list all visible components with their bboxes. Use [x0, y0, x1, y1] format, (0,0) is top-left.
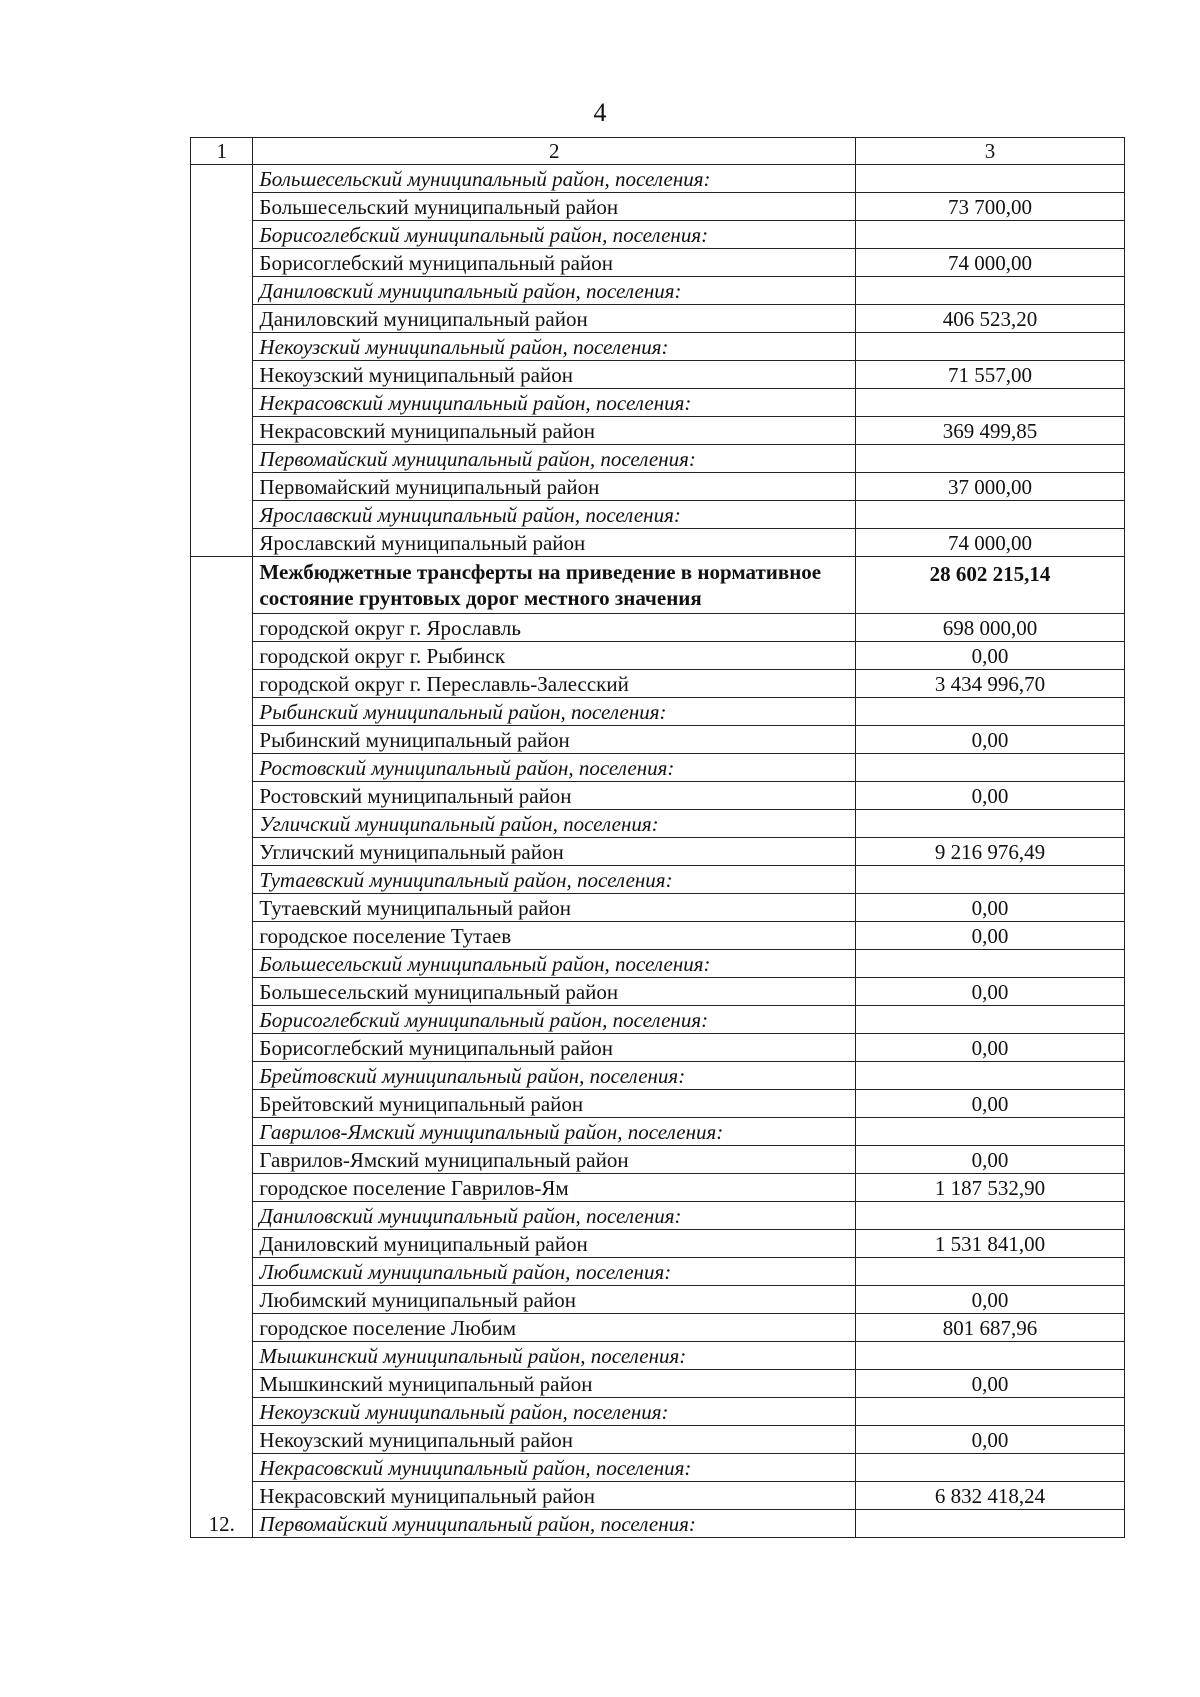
group-label: Ростовский муниципальный район, поселения:	[253, 754, 856, 782]
group-label: Любимский муниципальный район, поселения:	[253, 1258, 856, 1286]
row-label: Угличский муниципальный район	[253, 838, 856, 866]
table-row	[191, 1314, 1125, 1342]
section-12-title-row	[191, 557, 1125, 614]
group-label: Ярославский муниципальный район, поселения:	[253, 501, 856, 529]
table-row	[191, 978, 1125, 1006]
group-header-row	[191, 866, 1125, 894]
row-label: Даниловский муниципальный район	[253, 305, 856, 333]
table-row	[191, 249, 1125, 277]
budget-table-body	[191, 138, 1125, 1538]
row-value: 37 000,00	[855, 473, 1124, 501]
group-header-row	[191, 1398, 1125, 1426]
group-header-row	[191, 445, 1125, 473]
row-value	[855, 1202, 1124, 1230]
row-value: 406 523,20	[855, 305, 1124, 333]
row-label: Ростовский муниципальный район	[253, 782, 856, 810]
row-label: Большесельский муниципальный район	[253, 193, 856, 221]
row-value	[855, 698, 1124, 726]
row-value: 698 000,00	[855, 614, 1124, 642]
row-value: 71 557,00	[855, 361, 1124, 389]
row-label: Первомайский муниципальный район	[253, 473, 856, 501]
row-label: Тутаевский муниципальный район	[253, 894, 856, 922]
group-label: Некоузский муниципальный район, поселения:	[253, 333, 856, 361]
table-row	[191, 417, 1125, 445]
group-label: Первомайский муниципальный район, поселения:	[253, 1510, 856, 1538]
row-label: городское поселение Любим	[253, 1314, 856, 1342]
table-row	[191, 1482, 1125, 1510]
group-header-row	[191, 754, 1125, 782]
row-label: Некоузский муниципальный район	[253, 1426, 856, 1454]
row-value: 0,00	[855, 642, 1124, 670]
table-row	[191, 1146, 1125, 1174]
row-label: Рыбинский муниципальный район	[253, 726, 856, 754]
row-value	[855, 501, 1124, 529]
table-row	[191, 614, 1125, 642]
header-col-1: 1	[191, 138, 253, 165]
group-label: Брейтовский муниципальный район, поселения:	[253, 1062, 856, 1090]
table-row	[191, 726, 1125, 754]
group-label: Первомайский муниципальный район, поселения:	[253, 445, 856, 473]
group-header-row	[191, 1202, 1125, 1230]
section-12-total: 28 602 215,14	[855, 557, 1124, 614]
row-value: 1 187 532,90	[855, 1174, 1124, 1202]
group-label: Борисоглебский муниципальный район, поселения:	[253, 1006, 856, 1034]
table-row	[191, 1034, 1125, 1062]
table-row	[191, 193, 1125, 221]
row-label: Борисоглебский муниципальный район	[253, 249, 856, 277]
group-label: Рыбинский муниципальный район, поселения:	[253, 698, 856, 726]
table-row	[191, 529, 1125, 557]
table-row	[191, 782, 1125, 810]
group-header-row	[191, 501, 1125, 529]
group-header-row	[191, 1510, 1125, 1538]
row-value	[855, 810, 1124, 838]
group-header-row	[191, 333, 1125, 361]
row-label: городской округ г. Рыбинск	[253, 642, 856, 670]
row-label: Любимский муниципальный район	[253, 1286, 856, 1314]
group-label: Даниловский муниципальный район, поселения:	[253, 277, 856, 305]
group-header-row	[191, 1006, 1125, 1034]
table-row	[191, 473, 1125, 501]
row-value: 369 499,85	[855, 417, 1124, 445]
row-value: 0,00	[855, 1146, 1124, 1174]
row-value	[855, 1398, 1124, 1426]
group-header-row	[191, 810, 1125, 838]
header-col-3: 3	[855, 138, 1124, 165]
table-row	[191, 838, 1125, 866]
row-value: 9 216 976,49	[855, 838, 1124, 866]
row-label: Даниловский муниципальный район	[253, 1230, 856, 1258]
group-header-row	[191, 277, 1125, 305]
group-header-row	[191, 389, 1125, 417]
group-label: Тутаевский муниципальный район, поселения:	[253, 866, 856, 894]
row-label: Брейтовский муниципальный район	[253, 1090, 856, 1118]
section-12-title: Межбюджетные трансферты на приведение в нормативное состояние грунтовых дорог местного значения	[253, 557, 856, 614]
row-number-cell	[191, 165, 253, 557]
row-label: Гаврилов-Ямский муниципальный район	[253, 1146, 856, 1174]
row-value	[855, 389, 1124, 417]
table-row	[191, 1090, 1125, 1118]
group-header-row	[191, 950, 1125, 978]
row-value: 6 832 418,24	[855, 1482, 1124, 1510]
row-value	[855, 950, 1124, 978]
row-value	[855, 1258, 1124, 1286]
group-label: Борисоглебский муниципальный район, поселения:	[253, 221, 856, 249]
row-value: 0,00	[855, 1370, 1124, 1398]
row-value: 0,00	[855, 922, 1124, 950]
table-row	[191, 305, 1125, 333]
table-row	[191, 361, 1125, 389]
row-value	[855, 333, 1124, 361]
table-row	[191, 642, 1125, 670]
row-label: Мышкинский муниципальный район	[253, 1370, 856, 1398]
row-value: 0,00	[855, 1034, 1124, 1062]
page-number: 4	[593, 98, 607, 127]
header-row	[191, 138, 1125, 165]
row-value	[855, 1454, 1124, 1482]
table-row	[191, 894, 1125, 922]
table-row	[191, 922, 1125, 950]
row-value	[855, 221, 1124, 249]
row-value	[855, 1006, 1124, 1034]
table-row	[191, 1174, 1125, 1202]
row-value: 0,00	[855, 894, 1124, 922]
row-value	[855, 866, 1124, 894]
row-value	[855, 1062, 1124, 1090]
row-value: 0,00	[855, 726, 1124, 754]
row-value: 801 687,96	[855, 1314, 1124, 1342]
section-12-number: 12.	[191, 557, 253, 1538]
group-header-row	[191, 1118, 1125, 1146]
group-header-row	[191, 698, 1125, 726]
group-label: Даниловский муниципальный район, поселения:	[253, 1202, 856, 1230]
row-value: 74 000,00	[855, 249, 1124, 277]
row-value	[855, 1510, 1124, 1538]
row-value: 74 000,00	[855, 529, 1124, 557]
group-label: Большесельский муниципальный район, поселения:	[253, 165, 856, 193]
row-value: 73 700,00	[855, 193, 1124, 221]
row-value: 0,00	[855, 1090, 1124, 1118]
table-row	[191, 1230, 1125, 1258]
row-label: Большесельский муниципальный район	[253, 978, 856, 1006]
table-row	[191, 1426, 1125, 1454]
group-header-row	[191, 165, 1125, 193]
row-value	[855, 1118, 1124, 1146]
row-label: Некоузский муниципальный район	[253, 361, 856, 389]
group-label: Гаврилов-Ямский муниципальный район, поселения:	[253, 1118, 856, 1146]
table-row	[191, 1286, 1125, 1314]
row-value	[855, 1342, 1124, 1370]
table-row	[191, 1370, 1125, 1398]
row-value	[855, 754, 1124, 782]
row-label: городское поселение Тутаев	[253, 922, 856, 950]
row-value: 0,00	[855, 1426, 1124, 1454]
group-header-row	[191, 1342, 1125, 1370]
row-label: Некрасовский муниципальный район	[253, 1482, 856, 1510]
group-label: Мышкинский муниципальный район, поселения:	[253, 1342, 856, 1370]
row-value	[855, 277, 1124, 305]
row-label: городской округ г. Ярославль	[253, 614, 856, 642]
group-header-row	[191, 1062, 1125, 1090]
row-label: Некрасовский муниципальный район	[253, 417, 856, 445]
group-label: Некоузский муниципальный район, поселения:	[253, 1398, 856, 1426]
group-label: Некрасовский муниципальный район, поселения:	[253, 1454, 856, 1482]
header-col-2: 2	[253, 138, 856, 165]
group-label: Некрасовский муниципальный район, поселения:	[253, 389, 856, 417]
row-value: 0,00	[855, 978, 1124, 1006]
row-value: 0,00	[855, 782, 1124, 810]
group-label: Угличский муниципальный район, поселения:	[253, 810, 856, 838]
group-header-row	[191, 1454, 1125, 1482]
row-value	[855, 165, 1124, 193]
table-row	[191, 670, 1125, 698]
group-header-row	[191, 221, 1125, 249]
row-label: городское поселение Гаврилов-Ям	[253, 1174, 856, 1202]
row-label: Ярославский муниципальный район	[253, 529, 856, 557]
row-value: 1 531 841,00	[855, 1230, 1124, 1258]
budget-table	[190, 137, 1125, 1538]
row-value: 3 434 996,70	[855, 670, 1124, 698]
group-label: Большесельский муниципальный район, поселения:	[253, 950, 856, 978]
row-value: 0,00	[855, 1286, 1124, 1314]
group-header-row	[191, 1258, 1125, 1286]
row-value	[855, 445, 1124, 473]
row-label: Борисоглебский муниципальный район	[253, 1034, 856, 1062]
row-label: городской округ г. Переславль-Залесский	[253, 670, 856, 698]
